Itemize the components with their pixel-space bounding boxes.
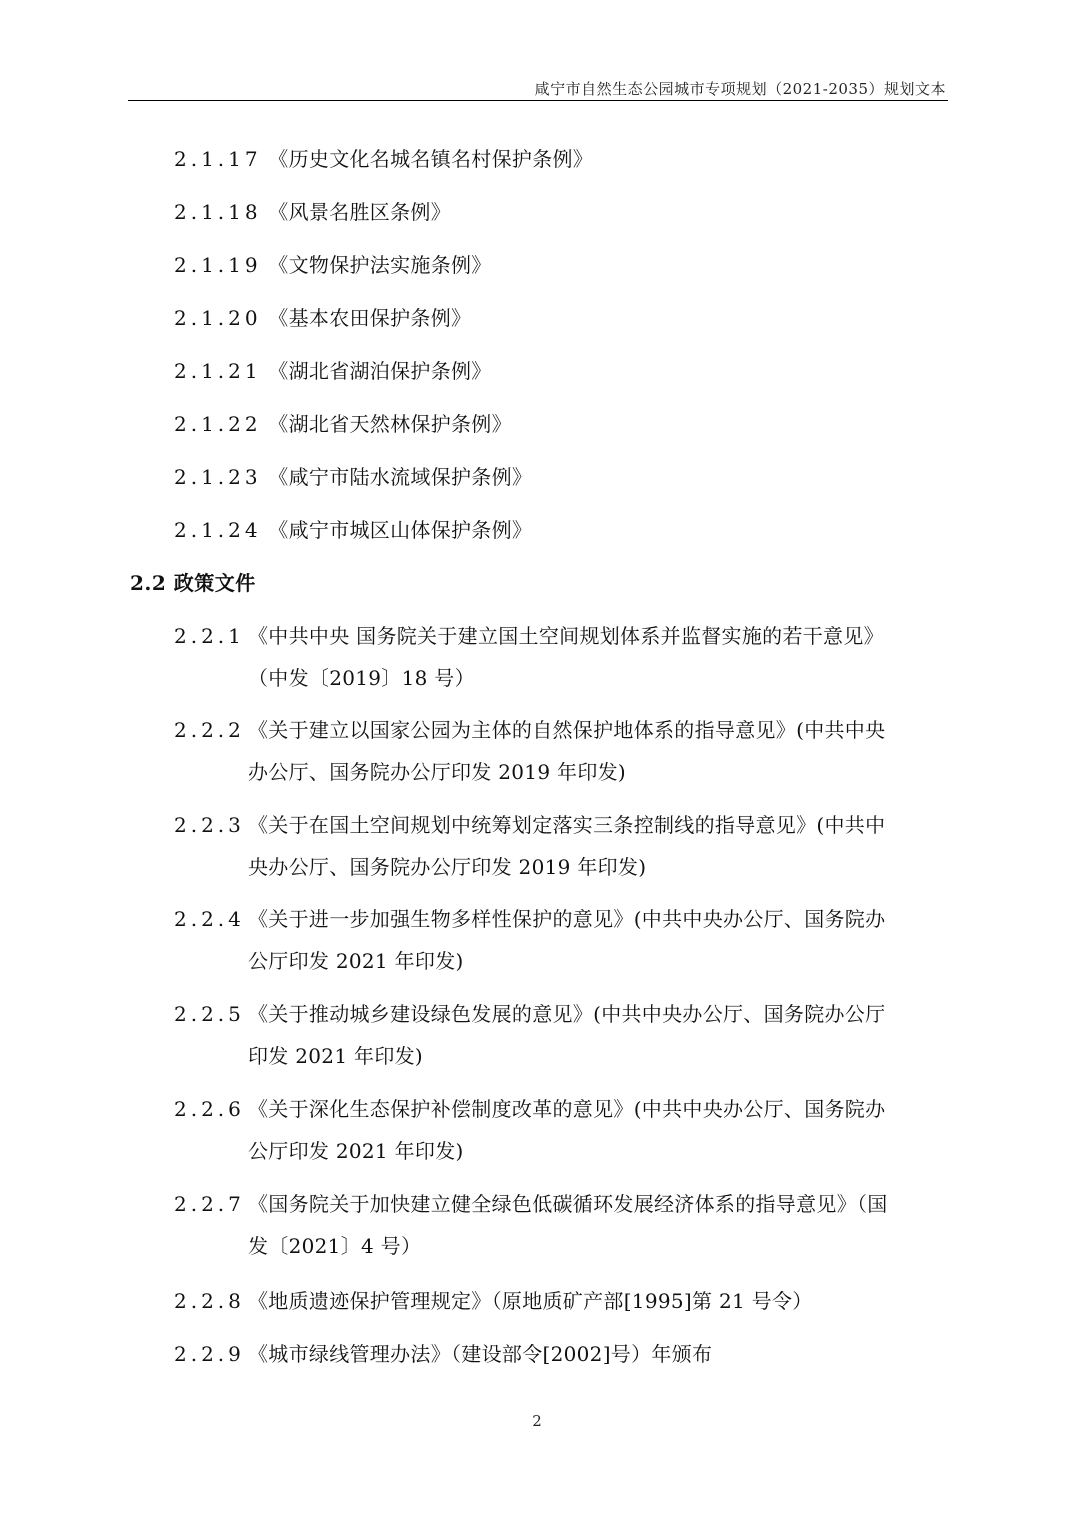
item-text-line1: 《城市绿线管理办法》（建设部令[2002]号）年颁布 xyxy=(248,1342,713,1366)
item-text-line1: 《关于深化生态保护补偿制度改革的意见》(中共中央办公厅、国务院办 xyxy=(248,1097,886,1121)
item-text: 《文物保护法实施条例》 xyxy=(268,253,492,277)
header-divider xyxy=(128,100,948,101)
item-number: 2.2.4 xyxy=(174,907,245,931)
item-text-line2: 央办公厅、国务院办公厅印发 2019 年印发) xyxy=(248,855,647,879)
item-number: 2.1.23 xyxy=(174,465,262,489)
item-number: 2.1.18 xyxy=(174,200,262,224)
item-text-line2: 公厅印发 2021 年印发) xyxy=(248,1139,464,1163)
item-text: 《湖北省湖泊保护条例》 xyxy=(268,359,492,383)
item-text: 《基本农田保护条例》 xyxy=(268,306,472,330)
item-text-line1: 《关于推动城乡建设绿色发展的意见》(中共中央办公厅、国务院办公厅 xyxy=(248,1002,886,1026)
item-number: 2.1.20 xyxy=(174,306,262,330)
item-number: 2.2.3 xyxy=(174,813,245,837)
item-text: 《湖北省天然林保护条例》 xyxy=(268,412,512,436)
list-item xyxy=(174,358,492,384)
item-text-line2: （中发〔2019〕18 号） xyxy=(248,666,475,690)
item-text-line2: 办公厅、国务院办公厅印发 2019 年印发) xyxy=(248,760,627,784)
section-heading: 2.2 政策文件 xyxy=(130,571,256,595)
item-text-line1: 《关于进一步加强生物多样性保护的意见》(中共中央办公厅、国务院办 xyxy=(248,907,886,931)
item-text: 《历史文化名城名镇名村保护条例》 xyxy=(268,147,594,171)
item-number: 2.2.6 xyxy=(174,1097,245,1121)
item-text-line2: 公厅印发 2021 年印发) xyxy=(248,949,464,973)
item-number: 2.1.22 xyxy=(174,412,262,436)
item-number: 2.1.21 xyxy=(174,359,262,383)
item-number: 2.1.19 xyxy=(174,253,262,277)
item-text-line1: 《关于建立以国家公园为主体的自然保护地体系的指导意见》(中共中央 xyxy=(248,718,886,742)
item-text-line2: 印发 2021 年印发) xyxy=(248,1044,424,1068)
item-number: 2.2.2 xyxy=(174,718,245,742)
item-text-line1: 《地质遗迹保护管理规定》（原地质矿产部[1995]第 21 号令） xyxy=(248,1289,813,1313)
item-text-line2: 发〔2021〕4 号） xyxy=(248,1234,422,1258)
item-text-line1: 《中共中央 国务院关于建立国土空间规划体系并监督实施的若干意见》 xyxy=(248,624,884,648)
item-number: 2.1.17 xyxy=(174,147,262,171)
item-number: 2.2.7 xyxy=(174,1192,245,1216)
item-text: 《咸宁市陆水流域保护条例》 xyxy=(268,465,533,489)
list-item xyxy=(174,411,512,437)
item-number: 2.2.8 xyxy=(174,1289,245,1313)
page-number: 2 xyxy=(532,1412,542,1430)
item-text-line1: 《关于在国土空间规划中统筹划定落实三条控制线的指导意见》(中共中 xyxy=(248,813,886,837)
item-number: 2.2.5 xyxy=(174,1002,245,1026)
list-item xyxy=(174,252,492,278)
list-item xyxy=(174,305,471,331)
item-number: 2.2.9 xyxy=(174,1342,245,1366)
item-number: 2.1.24 xyxy=(174,518,262,542)
document-title: 咸宁市自然生态公园城市专项规划（2021-2035）规划文本 xyxy=(534,80,946,98)
item-text-line1: 《国务院关于加快建立健全绿色低碳循环发展经济体系的指导意见》（国 xyxy=(248,1192,888,1216)
list-item xyxy=(174,517,532,543)
list-item xyxy=(174,199,451,225)
item-text: 《风景名胜区条例》 xyxy=(268,200,451,224)
item-number: 2.2.1 xyxy=(174,624,245,648)
item-text: 《咸宁市城区山体保护条例》 xyxy=(268,518,533,542)
list-item xyxy=(174,464,532,490)
list-item xyxy=(174,146,593,172)
